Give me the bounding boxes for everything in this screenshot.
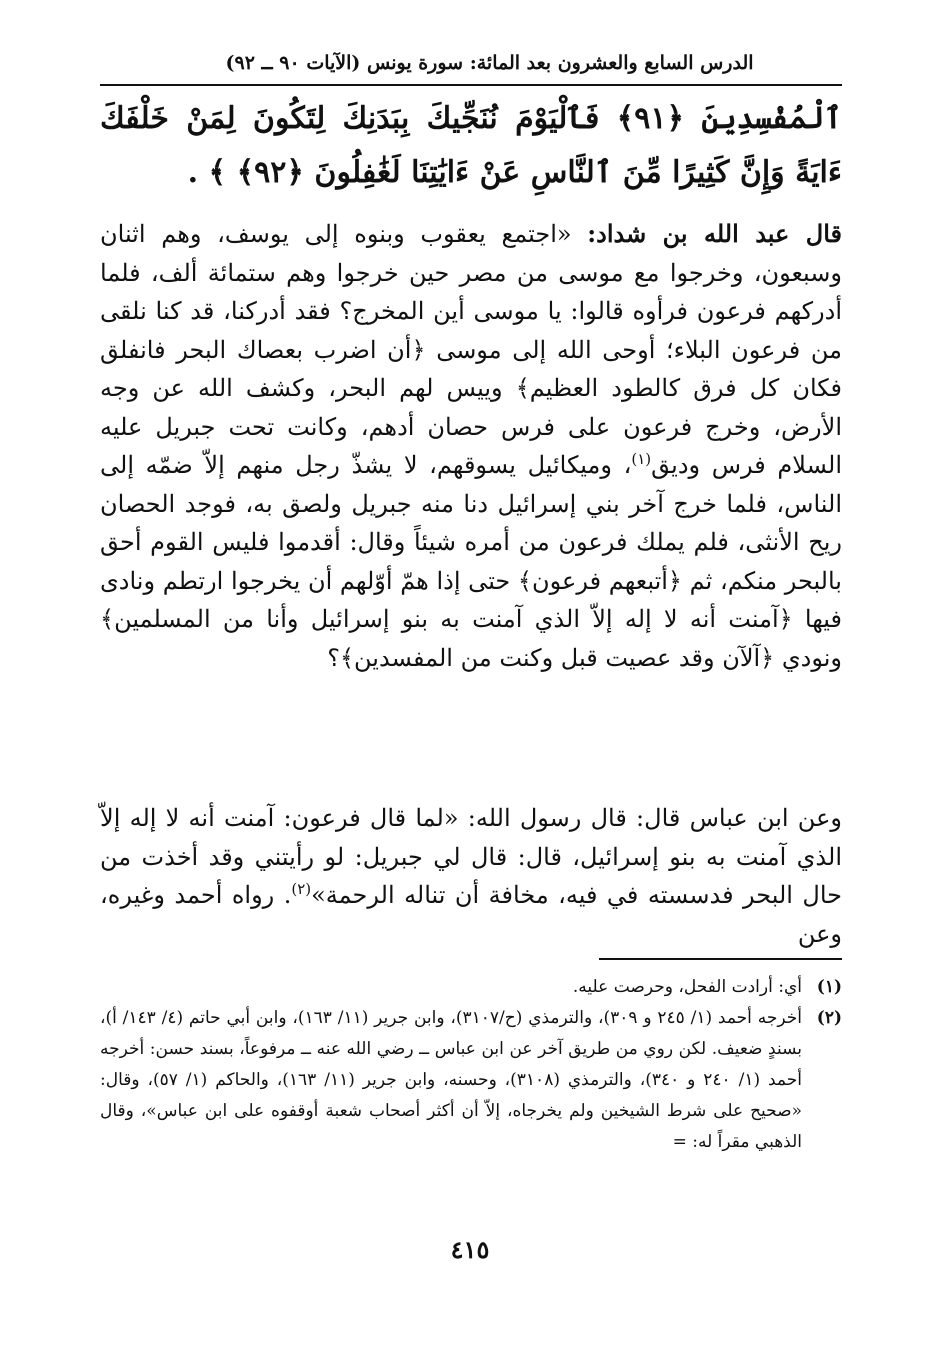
header-divider: [100, 84, 842, 86]
footnote-number: (٢): [816, 1008, 842, 1028]
footnote-text: أي: أرادت الفحل، وحرصت عليه.: [572, 977, 802, 997]
paragraph-1-lead: قال عبد الله بن شداد:: [587, 219, 842, 248]
paragraph-1: [100, 215, 842, 677]
paragraph-2: [100, 799, 842, 953]
footnote-number: (١): [816, 977, 842, 997]
paragraph-2-text-b: . رواه أحمد وغيره، وعن: [100, 881, 842, 948]
running-header: الدرس السابع والعشرون بعد المائة: سورة يونس (الآيات ٩٠ ــ ٩٢): [225, 52, 754, 74]
page-number: ٤١٥: [450, 1235, 490, 1264]
footnote-text: أخرجه أحمد (١/ ٢٤٥ و ٣٠٩)، والترمذي (ح/٣١٠٧)، وابن جرير (١١/ ١٦٣)، وابن أبي حاتم (٤/ ١٤٣/ أ)، بسندٍ ضعيف. لكن روي من طريق آخر عن ابن عباس ــ رضي الله عنه ــ مرفوعاً، بسند حسن: أخرجه أحمد (١/ ٢٤٠ و ٣٤٠)، والترمذي (٣١٠٨)، وحسنه، وابن جرير (١١/ ١٦٣)، والحاكم (١/ ٥٧)، وقال: «صحيح على شرط الشيخين ولم يخرجاه، إلاّ أن أكثر أصحاب شعبة أوقفوه على ابن عباس»، وقال الذهبي مقراً له: =: [100, 1008, 802, 1152]
footnote-item: [100, 972, 842, 1003]
paragraph-2-text-a: وعن ابن عباس قال: قال رسول الله: «لما قال فرعون: آمنت أنه لا إله إلاّ الذي آمنت به بنو إسرائيل، قال: قال لي جبريل: لو رأيتني وقد أخذت من حال البحر فدسسته في فيه، مخافة أن تناله الرحمة»: [100, 804, 842, 909]
footnote-item: [100, 1003, 842, 1158]
quran-verse-block: ٱلْمُفْسِدِينَ ﴿٩١﴾ فَٱلْيَوْمَ نُنَجِّيكَ بِبَدَنِكَ لِتَكُونَ لِمَنْ خَلْفَكَ ءَايَةً وَإِنَّ كَثِيرًا مِّنَ ٱلنَّاسِ عَنْ ءَايَٰتِنَا لَغَٰفِلُونَ ﴿٩٢﴾ ﴾ .: [100, 101, 842, 190]
footnote-divider: [599, 958, 842, 960]
paragraph-1-text-b: ، وميكائيل يسوقهم، لا يشذّ رجل منهم إلاّ ضمّه إلى الناس، فلما خرج آخر بني إسرائيل دنا منه جبريل ولصق به، فوجد الحصان ريح الأنثى، فلم يملك فرعون من أمره شيئاً وقال: أقدموا فليس القوم أحق بالبحر منكم، ثم ﴿أتبعهم فرعون﴾ حتى إذا همّ أوّلهم أن يخرجوا ارتطم ونادى فيها ﴿آمنت أنه لا إله إلاّ الذي آمنت به بنو إسرائيل وأنا من المسلمين﴾ ونودي ﴿آلآن وقد عصيت قبل وكنت من المفسدين﴾؟: [100, 451, 842, 672]
paragraph-1-text-a: «اجتمع يعقوب وبنوه إلى يوسف، وهم اثنان وسبعون، وخرجوا مع موسى من مصر حين خرجوا وهم ستمائة ألف، فلما أدركهم فرعون فرأوه قالوا: يا موسى أين المخرج؟ فقد أدركنا، قد كنا نلقى من فرعون البلاء؛ أوحى الله إلى موسى ﴿أن اضرب بعصاك البحر فانفلق فكان كل فرق كالطود العظيم﴾ وييس لهم البحر، وكشف الله عن وجه الأرض، وخرج فرعون على فرس حصان أدهم، وكانت تحت جبريل عليه السلام فرس وديق: [100, 220, 842, 479]
footnote-ref-1[interactable]: (١): [631, 450, 652, 468]
footnotes: [100, 972, 842, 1158]
footnote-ref-2[interactable]: (٢): [291, 880, 312, 898]
